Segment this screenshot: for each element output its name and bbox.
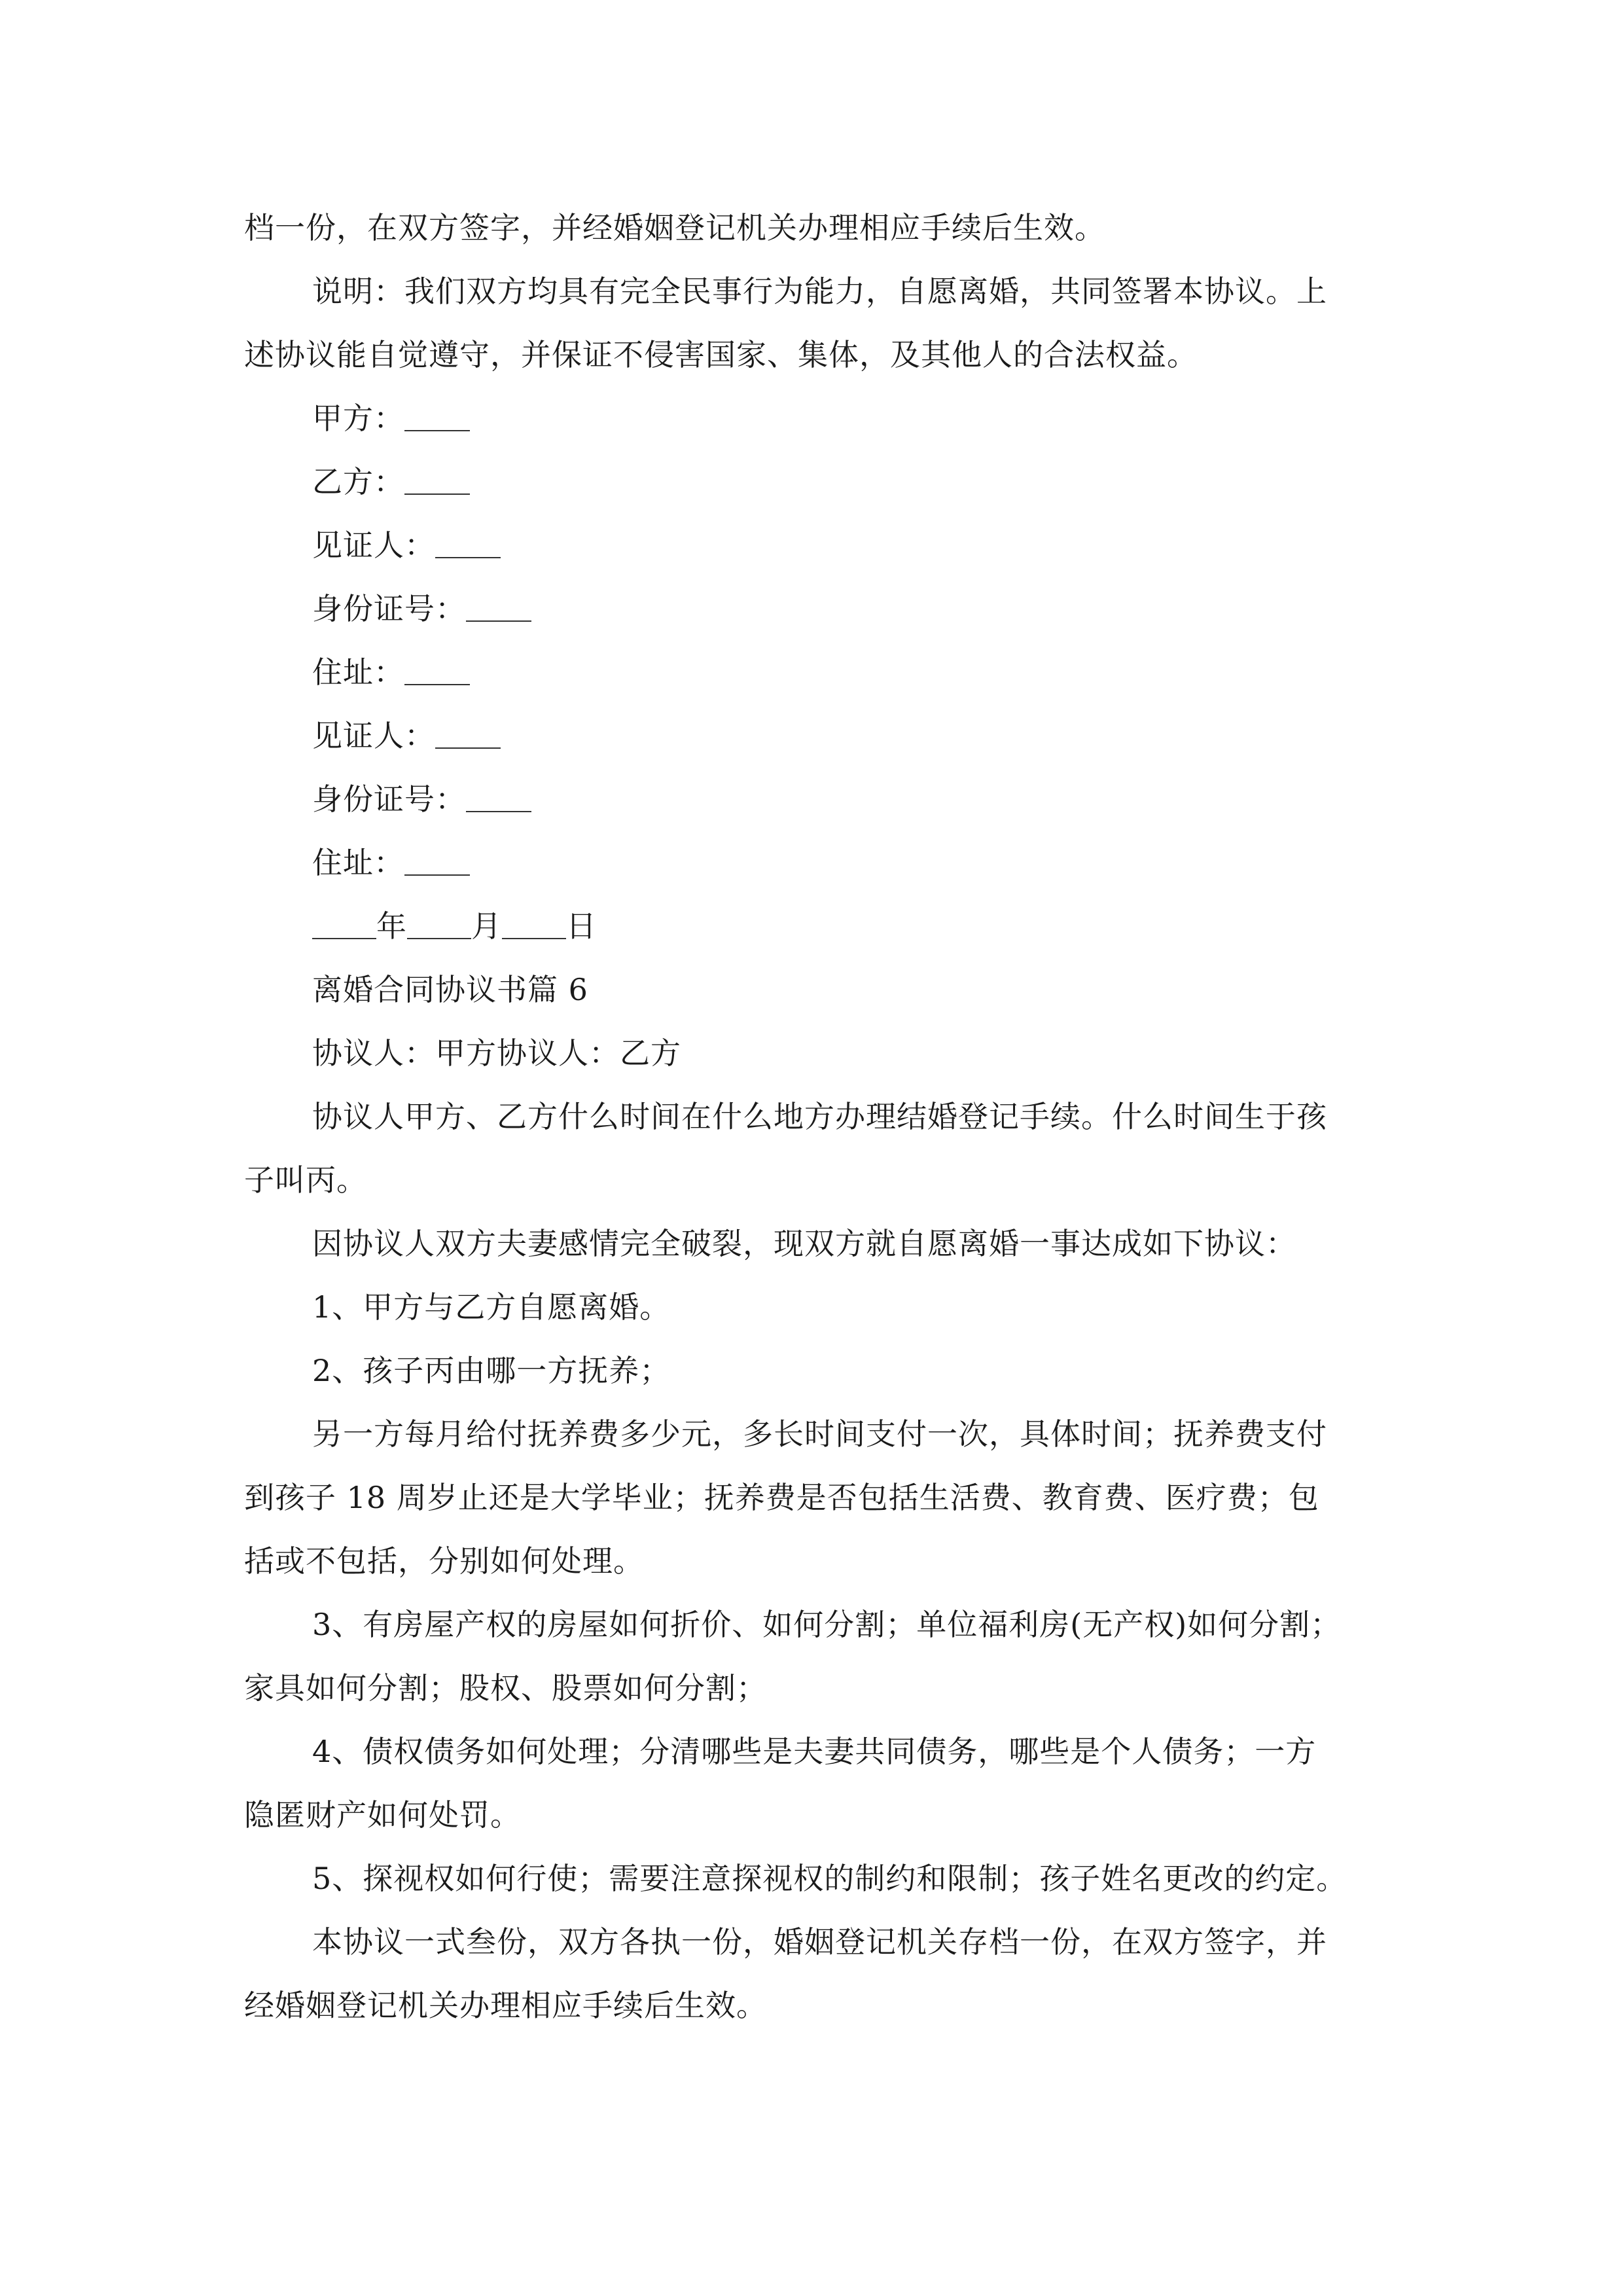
text-line: 到孩子 18 周岁止还是大学毕业；抚养费是否包括生活费、教育费、医疗费；包 <box>244 1480 1319 1515</box>
signature-field-witness <box>244 704 1396 768</box>
field-label: 身份证号： <box>312 781 466 817</box>
text-line: 本协议一式叁份，双方各执一份，婚姻登记机关存档一份，在双方签字，并 <box>312 1924 1327 1960</box>
blank-line <box>404 677 470 685</box>
date-year-label: 年 <box>376 908 407 944</box>
field-label: 住址： <box>312 655 404 690</box>
blank-line <box>502 931 566 939</box>
text-line: 隐匿财产如何处罚。 <box>244 1797 521 1833</box>
date-day-label: 日 <box>566 908 597 944</box>
blank-line <box>435 741 501 749</box>
text-line: 说明：我们双方均具有完全民事行为能力，自愿离婚，共同签署本协议。上 <box>312 274 1327 309</box>
text-line: 家具如何分割；股权、股票如何分割； <box>244 1670 767 1706</box>
signature-field-witness <box>244 514 1396 577</box>
list-item: 4、债权债务如何处理；分清哪些是夫妻共同债务，哪些是个人债务；一方 <box>312 1734 1317 1769</box>
list-item: 5、探视权如何行使；需要注意探视权的制约和限制；孩子姓名更改的约定。 <box>312 1861 1347 1896</box>
signature-field-address <box>244 641 1396 704</box>
field-label: 住址： <box>312 845 404 880</box>
signature-field-party-b <box>244 450 1396 514</box>
blank-line <box>404 487 470 495</box>
field-label: 甲方： <box>312 401 404 436</box>
text-line: 因协议人双方夫妻感情完全破裂，现双方就自愿离婚一事达成如下协议： <box>312 1226 1296 1261</box>
blank-line <box>435 550 501 558</box>
signature-field-party-a <box>244 387 1396 450</box>
date-month-label: 月 <box>471 908 502 944</box>
date-line <box>244 895 1396 958</box>
field-label: 见证人： <box>312 528 435 563</box>
list-item: 2、孩子丙由哪一方抚养； <box>312 1353 671 1388</box>
field-label: 见证人： <box>312 718 435 753</box>
signature-field-address <box>244 831 1396 895</box>
blank-line <box>404 868 470 876</box>
signature-field-id-number <box>244 577 1396 641</box>
list-item: 1、甲方与乙方自愿离婚。 <box>312 1289 671 1325</box>
blank-line <box>404 423 470 431</box>
text-line: 另一方每月给付抚养费多少元，多长时间支付一次，具体时间；抚养费支付 <box>312 1416 1327 1452</box>
text-line: 子叫丙。 <box>244 1162 367 1198</box>
document-content <box>244 196 1396 2037</box>
text-line: 述协议能自觉遵守，并保证不侵害国家、集体，及其他人的合法权益。 <box>244 337 1198 372</box>
blank-line <box>407 931 471 939</box>
parties-line: 协议人：甲方协议人：乙方 <box>312 1035 681 1071</box>
text-line: 档一份，在双方签字，并经婚姻登记机关办理相应手续后生效。 <box>244 210 1105 245</box>
field-label: 乙方： <box>312 464 404 499</box>
text-line: 协议人甲方、乙方什么时间在什么地方办理结婚登记手续。什么时间生于孩 <box>312 1099 1327 1134</box>
blank-line <box>466 614 531 622</box>
text-line: 括或不包括，分别如何处理。 <box>244 1543 644 1579</box>
blank-line <box>466 804 531 812</box>
blank-line <box>312 931 376 939</box>
signature-field-id-number <box>244 768 1396 831</box>
list-item: 3、有房屋产权的房屋如何折价、如何分割；单位福利房(无产权)如何分割； <box>312 1607 1342 1642</box>
field-label: 身份证号： <box>312 591 466 626</box>
section-title: 离婚合同协议书篇 6 <box>312 972 588 1007</box>
text-line: 经婚姻登记机关办理相应手续后生效。 <box>244 1988 767 2023</box>
